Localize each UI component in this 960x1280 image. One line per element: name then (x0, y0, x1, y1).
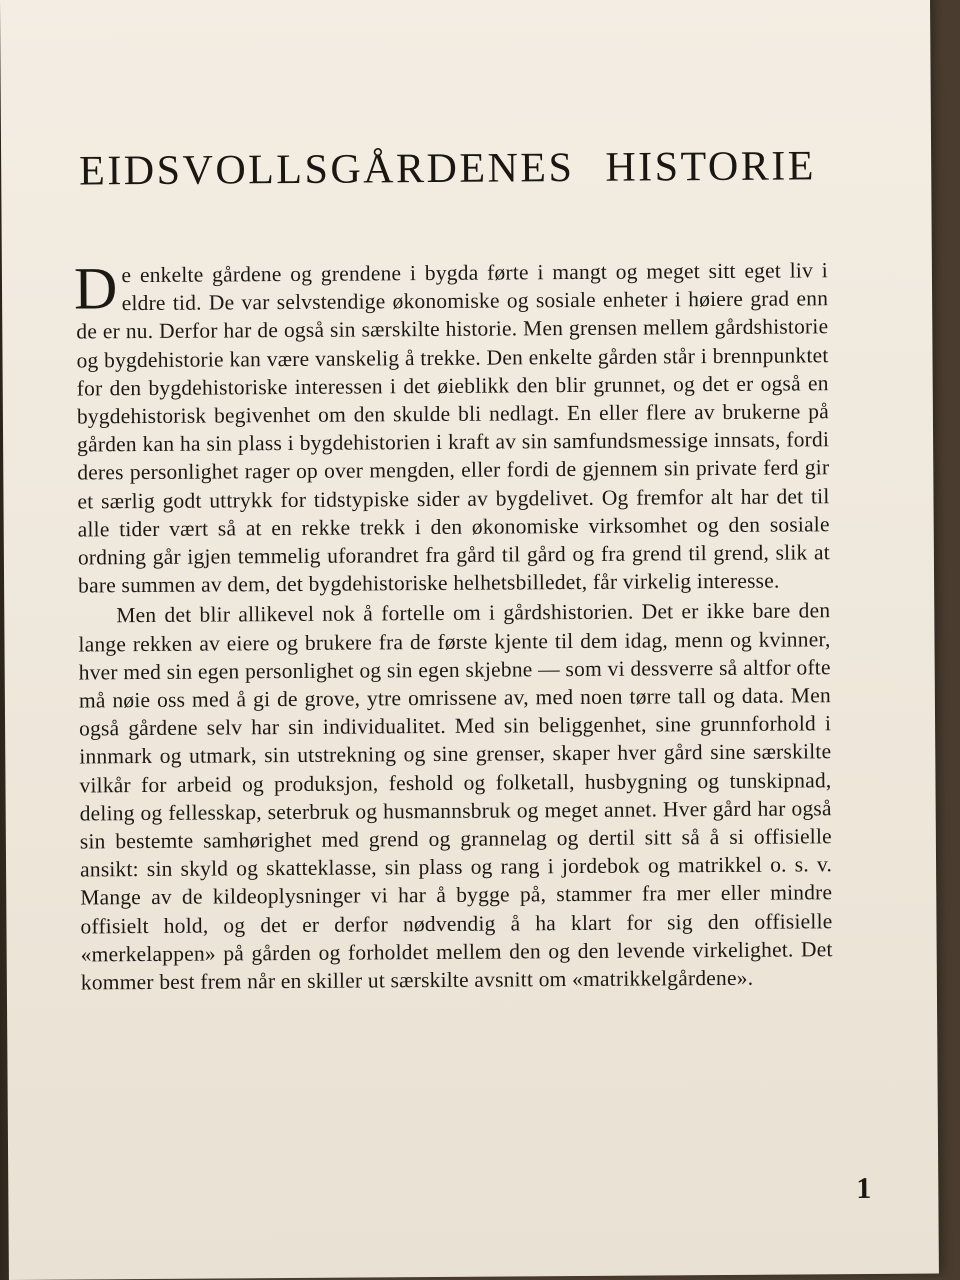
paragraph-2 (78, 597, 833, 997)
body-text (73, 255, 833, 997)
paragraph-1-text: e enkelte gårdene og grendene i bygda førte i mangt og meget sitt eget liv i eldre tid. De var selvstendige økonomiske og sosiale enheter i høiere grad enn de er nu. Derfor har de også sin særskilte historie. Men grensen mellem gårdshistorie og bygdehistorie kan være vanskelig å trekke. Den enkelte gården står i brennpunktet for den bygdehistoriske interessen i det øieblikk den blir grunnet, og det er også en bygdehistorisk begivenhet om den skulde bli nedlagt. En eller flere av brukerne på gården kan ha sin plass i bygdehistorien i kraft av sin samfundsmessige innsats, fordi deres personlighet rager op over mengden, eller fordi de gjennem sin private ferd gir et særlig godt uttrykk for tidstypiske sider av bygdelivet. Og fremfor alt har det til alle tider vært så at en rekke trekk i den økonomiske virksomhet og den sosiale ordning går igjen temmelig uforandret fra gård til gård og fra grend til grend, slik at bare summen av dem, det bygdehistoriske helhetsbilledet, får virkelig interesse. (76, 258, 830, 598)
drop-cap: D (73, 255, 118, 322)
page-title: EIDSVOLLSGÅRDENES HISTORIE (79, 143, 817, 195)
paragraph-2-text: Men det blir allikevel nok å fortelle om i gårdshistorien. Det er ikke bare den lange rekken av eiere og brukere fra de første kjente til dem idag, menn og kvinner, hver med sin egen personlighet og sin egen skjebne — som vi dessverre så altfor ofte må nøie oss med å gi de grove, ytre omrissene av, med noen tørre tall og data. Men også gårdene selv har sin individualitet. Med sin beliggenhet, sine grunnforhold i innmark og utmark, sin utstrekning og sine grenser, skaper hver gård sine særskilte vilkår for arbeid og produksjon, feshold og folketall, husbygning og tunskipnad, deling og fellesskap, seterbruk og husmannsbruk og meget annet. Hver gård har også sin bestemte samhørighet med grend og grannelag og dertil sitt så å si offisielle ansikt: sin skyld og skatteklasse, sin plass og rang i jordebok og matrikkel o. s. v. Mange av de kildeoplysninger vi har å bygge på, stammer fra mer eller mindre offisielt hold, og det er derfor nødvendig å ha klart for sig den offisielle «merkelappen» på gården og forholdet mellem den og den levende virkelighet. Det kommer best frem når en skiller ut særskilte avsnitt om «matrikkelgårdene». (78, 598, 833, 995)
paragraph-1 (73, 255, 830, 600)
page-number: 1 (856, 1171, 872, 1206)
